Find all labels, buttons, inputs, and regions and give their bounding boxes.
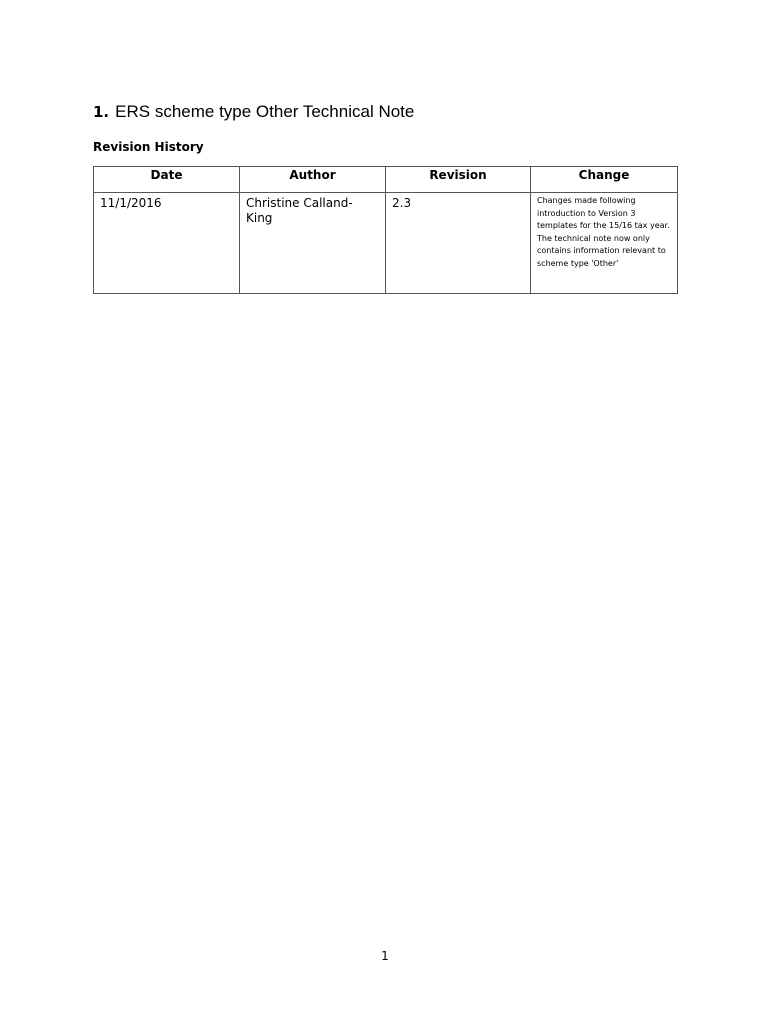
cell-date: 11/1/2016 (94, 193, 240, 294)
column-header-date: Date (94, 167, 240, 193)
cell-author: Christine Calland-King (240, 193, 386, 294)
cell-change: Changes made following introduction to Version 3 templates for the 15/16 tax year. The technical note now only contains information relevant to scheme type 'Other' (531, 193, 678, 294)
section-title: ERS scheme type Other Technical Note (115, 102, 415, 121)
table-row (94, 193, 678, 294)
revision-history-label: Revision History (93, 140, 204, 154)
revision-history-table (93, 166, 678, 294)
column-header-revision: Revision (386, 167, 531, 193)
cell-revision: 2.3 (386, 193, 531, 294)
column-header-change: Change (531, 167, 678, 193)
table-header-row (94, 167, 678, 193)
section-heading (93, 101, 414, 123)
section-number: 1. (93, 103, 110, 121)
page-number: 1 (381, 949, 389, 963)
column-header-author: Author (240, 167, 386, 193)
